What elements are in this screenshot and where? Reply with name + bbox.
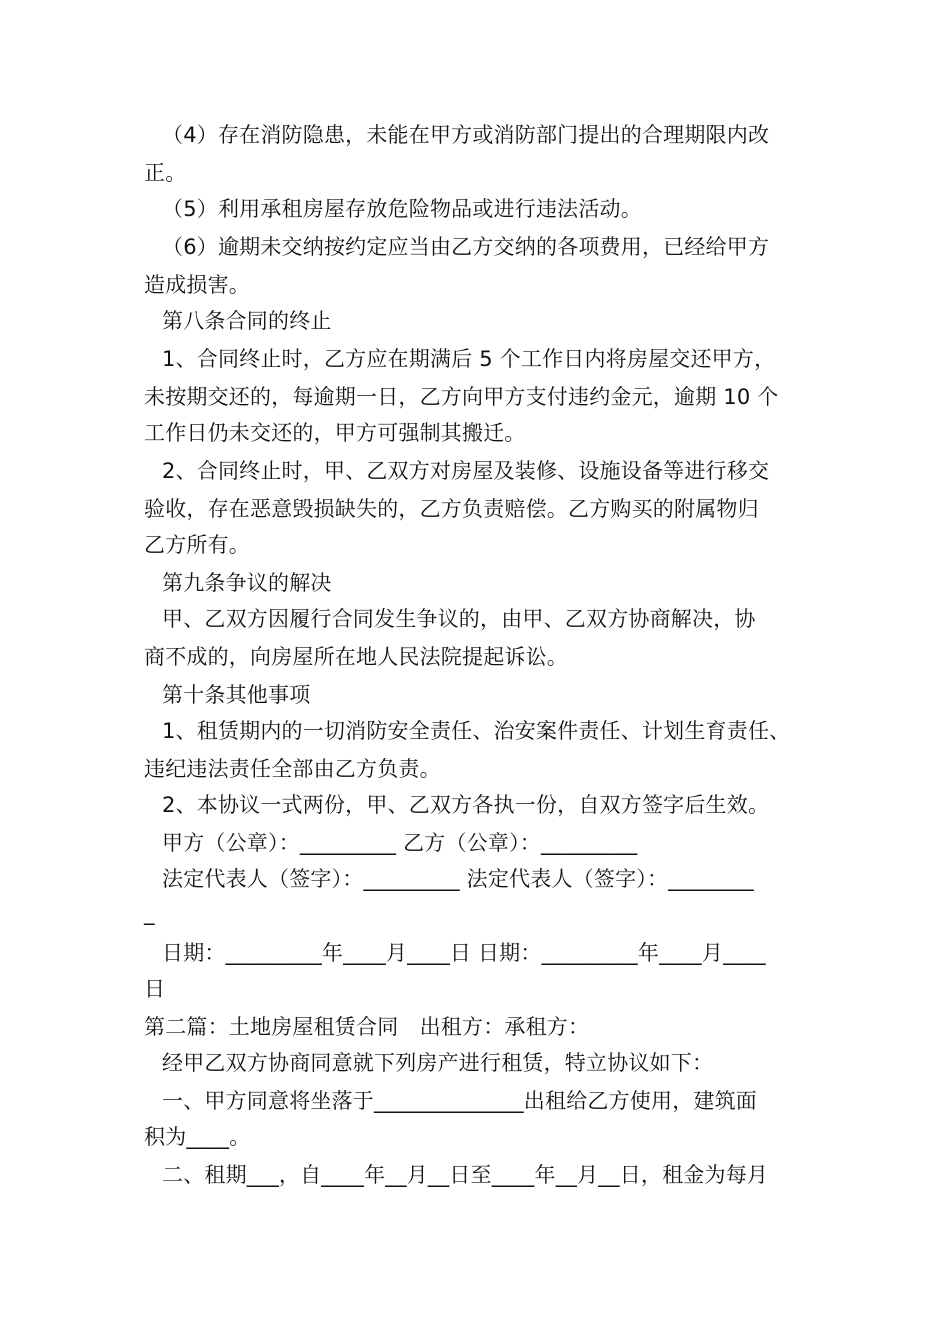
text-line: 一、甲方同意将坐落于______________出租给乙方使用，建筑面	[162, 1089, 757, 1113]
text-line: 未按期交还的，每逾期一日，乙方向甲方支付违约金元，逾期 10 个	[144, 385, 779, 409]
chapter-heading: 第二篇：土地房屋租赁合同 出租方：承租方：	[144, 1015, 590, 1039]
text-line: 商不成的，向房屋所在地人民法院提起诉讼。	[144, 645, 568, 669]
signature-line-continued: _	[144, 901, 155, 925]
text-line: 1、合同终止时，乙方应在期满后 5 个工作日内将房屋交还甲方，	[162, 347, 776, 371]
text-line: 二、租期___，自____年__月__日至____年__月__日，租金为每月	[162, 1163, 769, 1187]
section-heading: 第十条其他事项	[162, 683, 311, 707]
text-line: 正。	[144, 161, 187, 185]
signature-line: 甲方（公章）：_________ 乙方（公章）：_________	[162, 831, 638, 855]
text-line: 2、本协议一式两份，甲、乙双方各执一份，自双方签字后生效。	[162, 793, 770, 817]
text-line: 工作日仍未交还的，甲方可强制其搬迁。	[144, 421, 526, 445]
signature-line: 法定代表人（签字）：_________ 法定代表人（签字）：________	[162, 867, 754, 891]
date-line: 日期：_________年____月____日 日期：_________年____月____	[162, 941, 766, 965]
text-line: 1、租赁期内的一切消防安全责任、治安案件责任、计划生育责任、	[162, 719, 791, 743]
text-line: （6）逾期未交纳按约定应当由乙方交纳的各项费用，已经给甲方	[162, 235, 770, 259]
section-heading: 第八条合同的终止	[162, 309, 332, 333]
date-line-continued: 日	[144, 977, 166, 1001]
text-line: 验收，存在恶意毁损缺失的，乙方负责赔偿。乙方购买的附属物归	[144, 497, 759, 521]
section-heading: 第九条争议的解决	[162, 571, 332, 595]
text-line: 造成损害。	[144, 273, 250, 297]
text-line: 乙方所有。	[144, 533, 250, 557]
text-line: 经甲乙双方协商同意就下列房产进行租赁，特立协议如下：	[162, 1051, 714, 1075]
text-line: 积为____。	[144, 1125, 251, 1149]
text-line: （5）利用承租房屋存放危险物品或进行违法活动。	[162, 197, 642, 221]
text-line: 违纪违法责任全部由乙方负责。	[144, 757, 441, 781]
text-line: 甲、乙双方因履行合同发生争议的，由甲、乙双方协商解决，协	[162, 607, 756, 631]
text-line: 2、合同终止时，甲、乙双方对房屋及装修、设施设备等进行移交	[162, 459, 770, 483]
text-line: （4）存在消防隐患，未能在甲方或消防部门提出的合理期限内改	[162, 123, 770, 147]
